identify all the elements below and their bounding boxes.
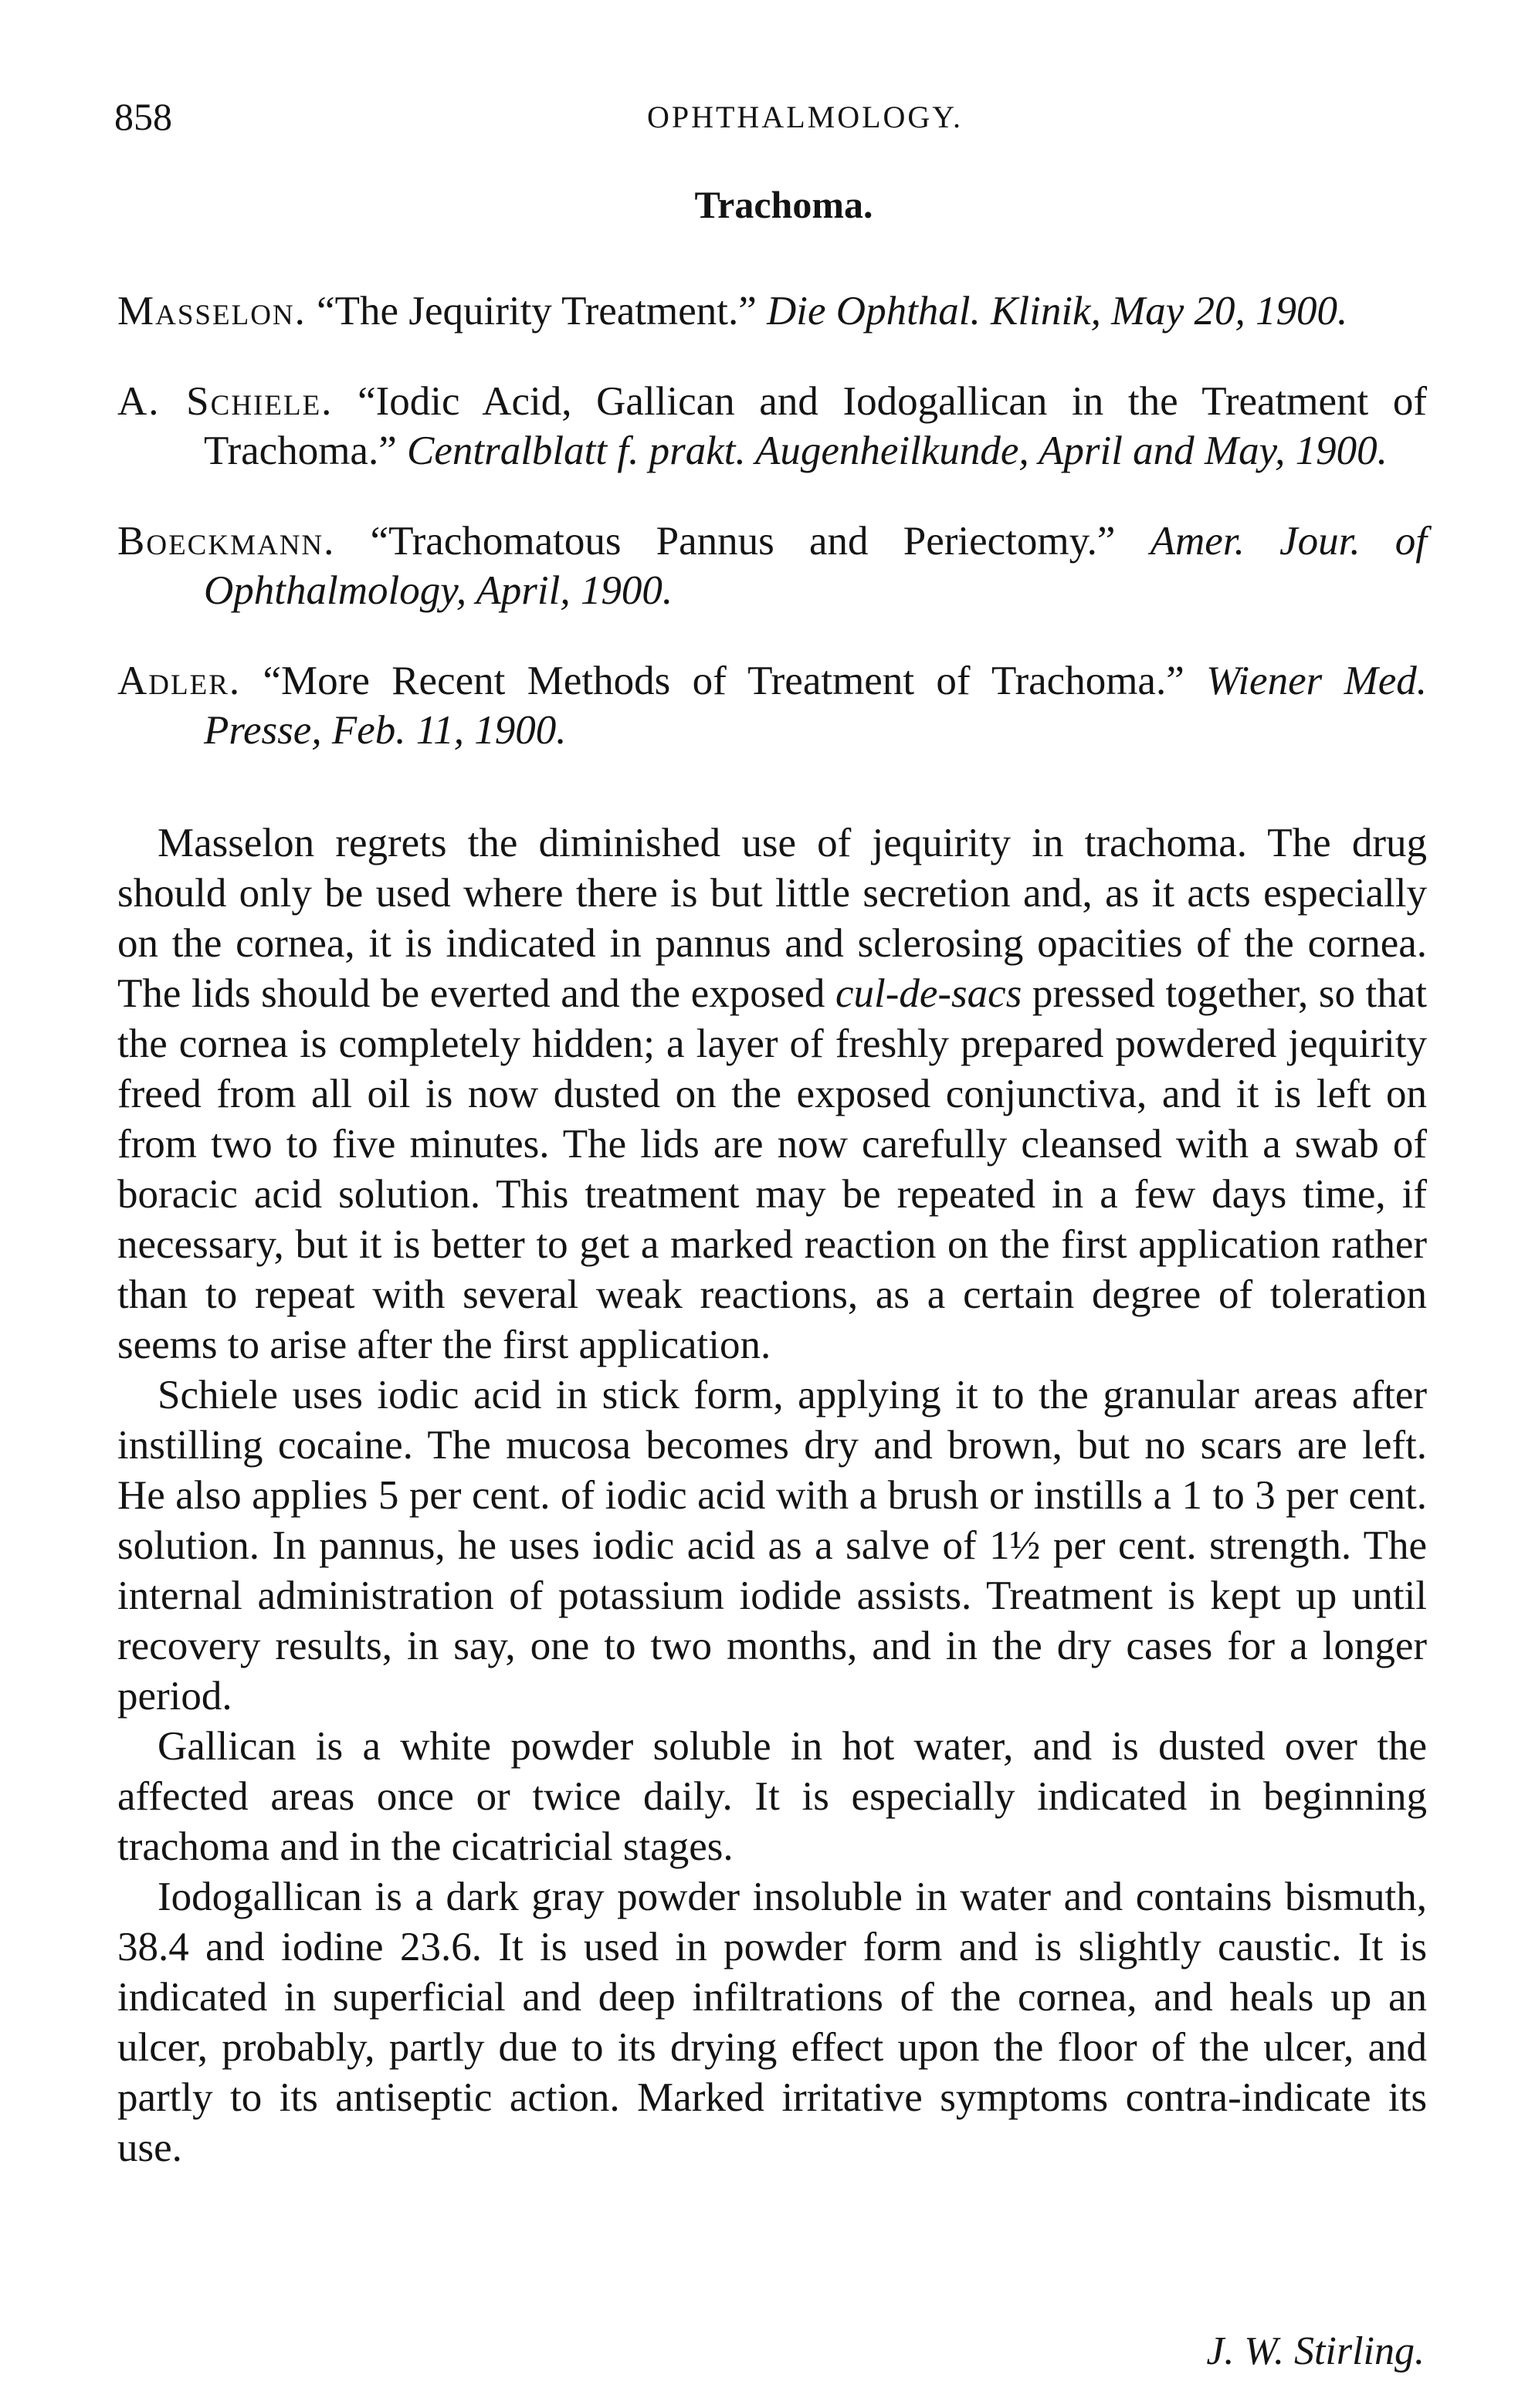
reference-title: “More Recent Methods of Treatment of Trachoma.” bbox=[263, 659, 1184, 703]
reference-list bbox=[117, 246, 1427, 784]
page-header bbox=[0, 94, 1525, 148]
reference-author: A. Schiele. bbox=[117, 379, 334, 424]
body-paragraph: Schiele uses iodic acid in stick form, applying it to the granular areas after instilling cocaine. The mucosa becomes dry and brown, but no scars are left. He also applies 5 per cent. of iodic acid with a brush or instills a 1 to 3 per cent. solution. In pannus, he uses iodic acid as a salve of 1½ per cent. strength. The internal administration of potassium iodide assists. Treatment is kept up until recovery results, in say, one to two months, and in the dry cases for a longer period. bbox=[117, 1373, 1427, 1719]
running-title: OPHTHALMOLOGY. bbox=[646, 100, 964, 134]
reference-source: Wiener Med. Presse, Feb. 11, 1900. bbox=[204, 659, 1428, 753]
reference-title: “Trachomatous Pannus and Periectomy.” bbox=[370, 519, 1116, 564]
paragraph-text: Masselon regrets the diminished use of jequirity in trachoma. The drug should only be used where there is but little secretion and, as it acts especially on the cornea, it is indicated in pannus and sclerosing opacities of the cornea. The lids should be everted and the exposed bbox=[117, 821, 1427, 1016]
reference-source: Centralblatt f. prakt. Augenheilkunde, April and May, 1900. bbox=[406, 428, 1388, 473]
reference-item bbox=[117, 656, 1427, 755]
article-body bbox=[117, 818, 1427, 2173]
reference-author: Adler. bbox=[117, 659, 242, 703]
reference-item bbox=[117, 516, 1427, 615]
body-paragraph: Iodogallican is a dark gray powder insoluble in water and contains bismuth, 38.4 and iodine 23.6. It is used in powder form and is slightly caustic. It is indicated in superficial and deep infiltrations of the cornea, and heals up an ulcer, probably, partly due to its drying effect upon the floor of the ulcer, and partly to its antiseptic action. Marked irritative symptoms contra-indicate its use. bbox=[117, 1875, 1427, 2170]
reference-title: “The Jequirity Treatment.” bbox=[317, 289, 757, 334]
body-paragraph: Gallican is a white powder soluble in hot water, and is dusted over the affected areas once or twice daily. It is especially indicated in beginning trachoma and in the cicatricial stages. bbox=[117, 1724, 1427, 1869]
paragraph-text: pressed together, so that the cornea is completely hidden; a layer of freshly prepared powdered jequirity freed from all oil is now dusted on the exposed conjunctiva, and it is left on from two to five minutes. The lids are now carefully cleansed with a swab of boracic acid solution. This treatment may be repeated in a few days time, if necessary, but it is better to get a marked reaction on the first application rather than to repeat with several weak reactions, as a certain degree of toleration seems to arise after the first application. bbox=[117, 971, 1428, 1367]
reference-author: Masselon. bbox=[117, 289, 307, 334]
reference-source: Die Ophthal. Klinik, May 20, 1900. bbox=[767, 289, 1348, 334]
reference-source: Amer. Jour. of Ophthalmology, April, 1900. bbox=[204, 519, 1428, 613]
body-paragraph bbox=[117, 818, 1427, 1370]
page-number: 858 bbox=[114, 95, 172, 138]
section-title: Trachoma. bbox=[694, 183, 873, 226]
reference-title: “Iodic Acid, Gallican and Iodogallican in the Treatment of Trachoma.” bbox=[204, 379, 1428, 473]
reference-item bbox=[117, 286, 1427, 336]
reference-item bbox=[117, 377, 1427, 476]
reference-author: Boeckmann. bbox=[117, 519, 336, 564]
author-signature: J. W. Stirling. bbox=[1206, 2329, 1425, 2373]
emphasized-term: cul-de-sacs bbox=[835, 971, 1022, 1016]
